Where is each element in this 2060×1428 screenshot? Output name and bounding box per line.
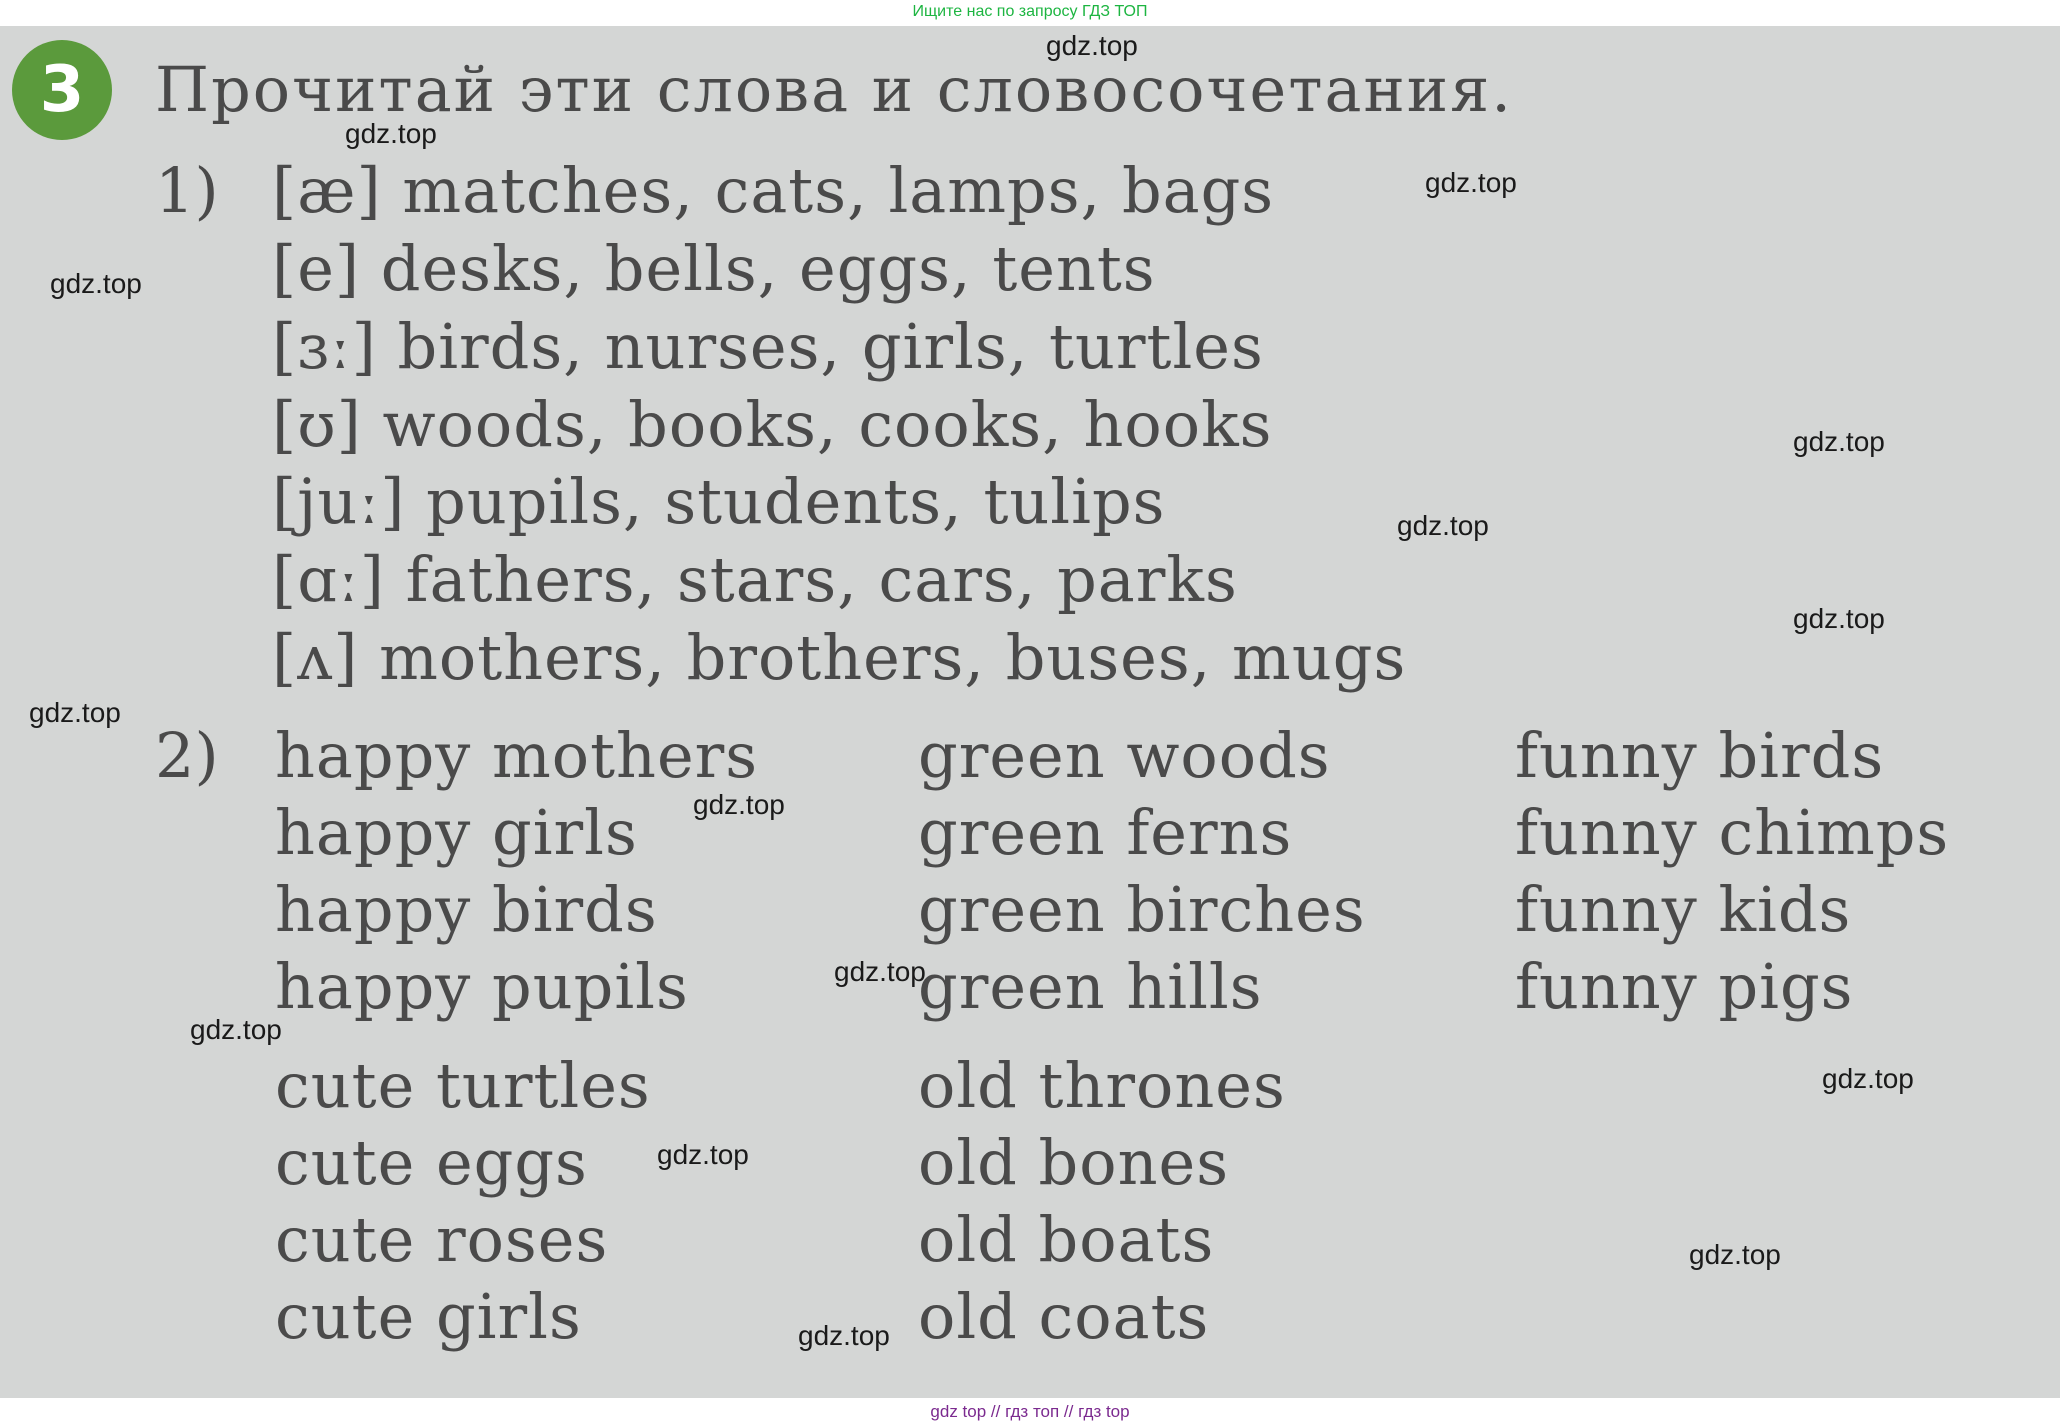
phrase-item: green birches [918, 873, 1366, 946]
phonics-line: [ʊ] woods, books, cooks, hooks [272, 388, 1273, 461]
phrase-item: funny birds [1515, 719, 1885, 792]
phonics-line: [e] desks, bells, eggs, tents [272, 232, 1156, 305]
watermark: gdz.top [1793, 426, 1885, 457]
phrase-item: happy girls [275, 796, 638, 869]
phonics-line: [æ] matches, cats, lamps, bags [272, 154, 1275, 227]
watermark: gdz.top [1822, 1063, 1914, 1094]
watermark: gdz.top [1793, 603, 1885, 634]
phrase-item: green woods [918, 719, 1331, 792]
section1-number: 1) [155, 154, 219, 227]
phrase-item: cute girls [275, 1280, 582, 1353]
phrase-item: funny kids [1515, 873, 1852, 946]
phonics-line: [ɜː] birds, nurses, girls, turtles [272, 310, 1264, 383]
watermark: gdz.top [29, 697, 121, 728]
phrase-item: green hills [918, 950, 1263, 1023]
watermark: gdz.top [1046, 30, 1138, 61]
phrase-item: old thrones [918, 1049, 1286, 1122]
watermark: gdz.top [693, 789, 785, 820]
phrase-item: old boats [918, 1203, 1215, 1276]
phrase-item: old coats [918, 1280, 1210, 1353]
phrase-item: cute turtles [275, 1049, 651, 1122]
watermark: gdz.top [798, 1320, 890, 1351]
phonics-line: [ʌ] mothers, brothers, buses, mugs [272, 621, 1407, 694]
watermark: gdz.top [190, 1014, 282, 1045]
phrase-item: funny chimps [1515, 796, 1950, 869]
top-banner: Ищите нас по запросу ГДЗ ТОП [0, 0, 2060, 26]
exercise-title: Прочитай эти слова и словосочетания. [155, 53, 1513, 126]
exercise-number: 3 [39, 53, 85, 127]
phrase-item: happy mothers [275, 719, 759, 792]
watermark: gdz.top [1425, 167, 1517, 198]
phrase-item: old bones [918, 1126, 1230, 1199]
phrase-item: green ferns [918, 796, 1293, 869]
watermark: gdz.top [657, 1139, 749, 1170]
phonics-line: [juː] pupils, students, tulips [272, 465, 1166, 538]
watermark: gdz.top [1689, 1239, 1781, 1270]
section2-number: 2) [155, 719, 219, 792]
exercise-number-badge [12, 40, 112, 140]
phrase-item: happy pupils [275, 950, 689, 1023]
watermark: gdz.top [345, 118, 437, 149]
phonics-line: [ɑː] fathers, stars, cars, parks [272, 543, 1238, 616]
watermark: gdz.top [50, 268, 142, 299]
phrase-item: cute eggs [275, 1126, 588, 1199]
bottom-banner: gdz top // гдз топ // гдз top [0, 1398, 2060, 1428]
phrase-item: funny pigs [1515, 950, 1854, 1023]
phrase-item: happy birds [275, 873, 658, 946]
watermark: gdz.top [834, 956, 926, 987]
phrase-item: cute roses [275, 1203, 609, 1276]
watermark: gdz.top [1397, 510, 1489, 541]
